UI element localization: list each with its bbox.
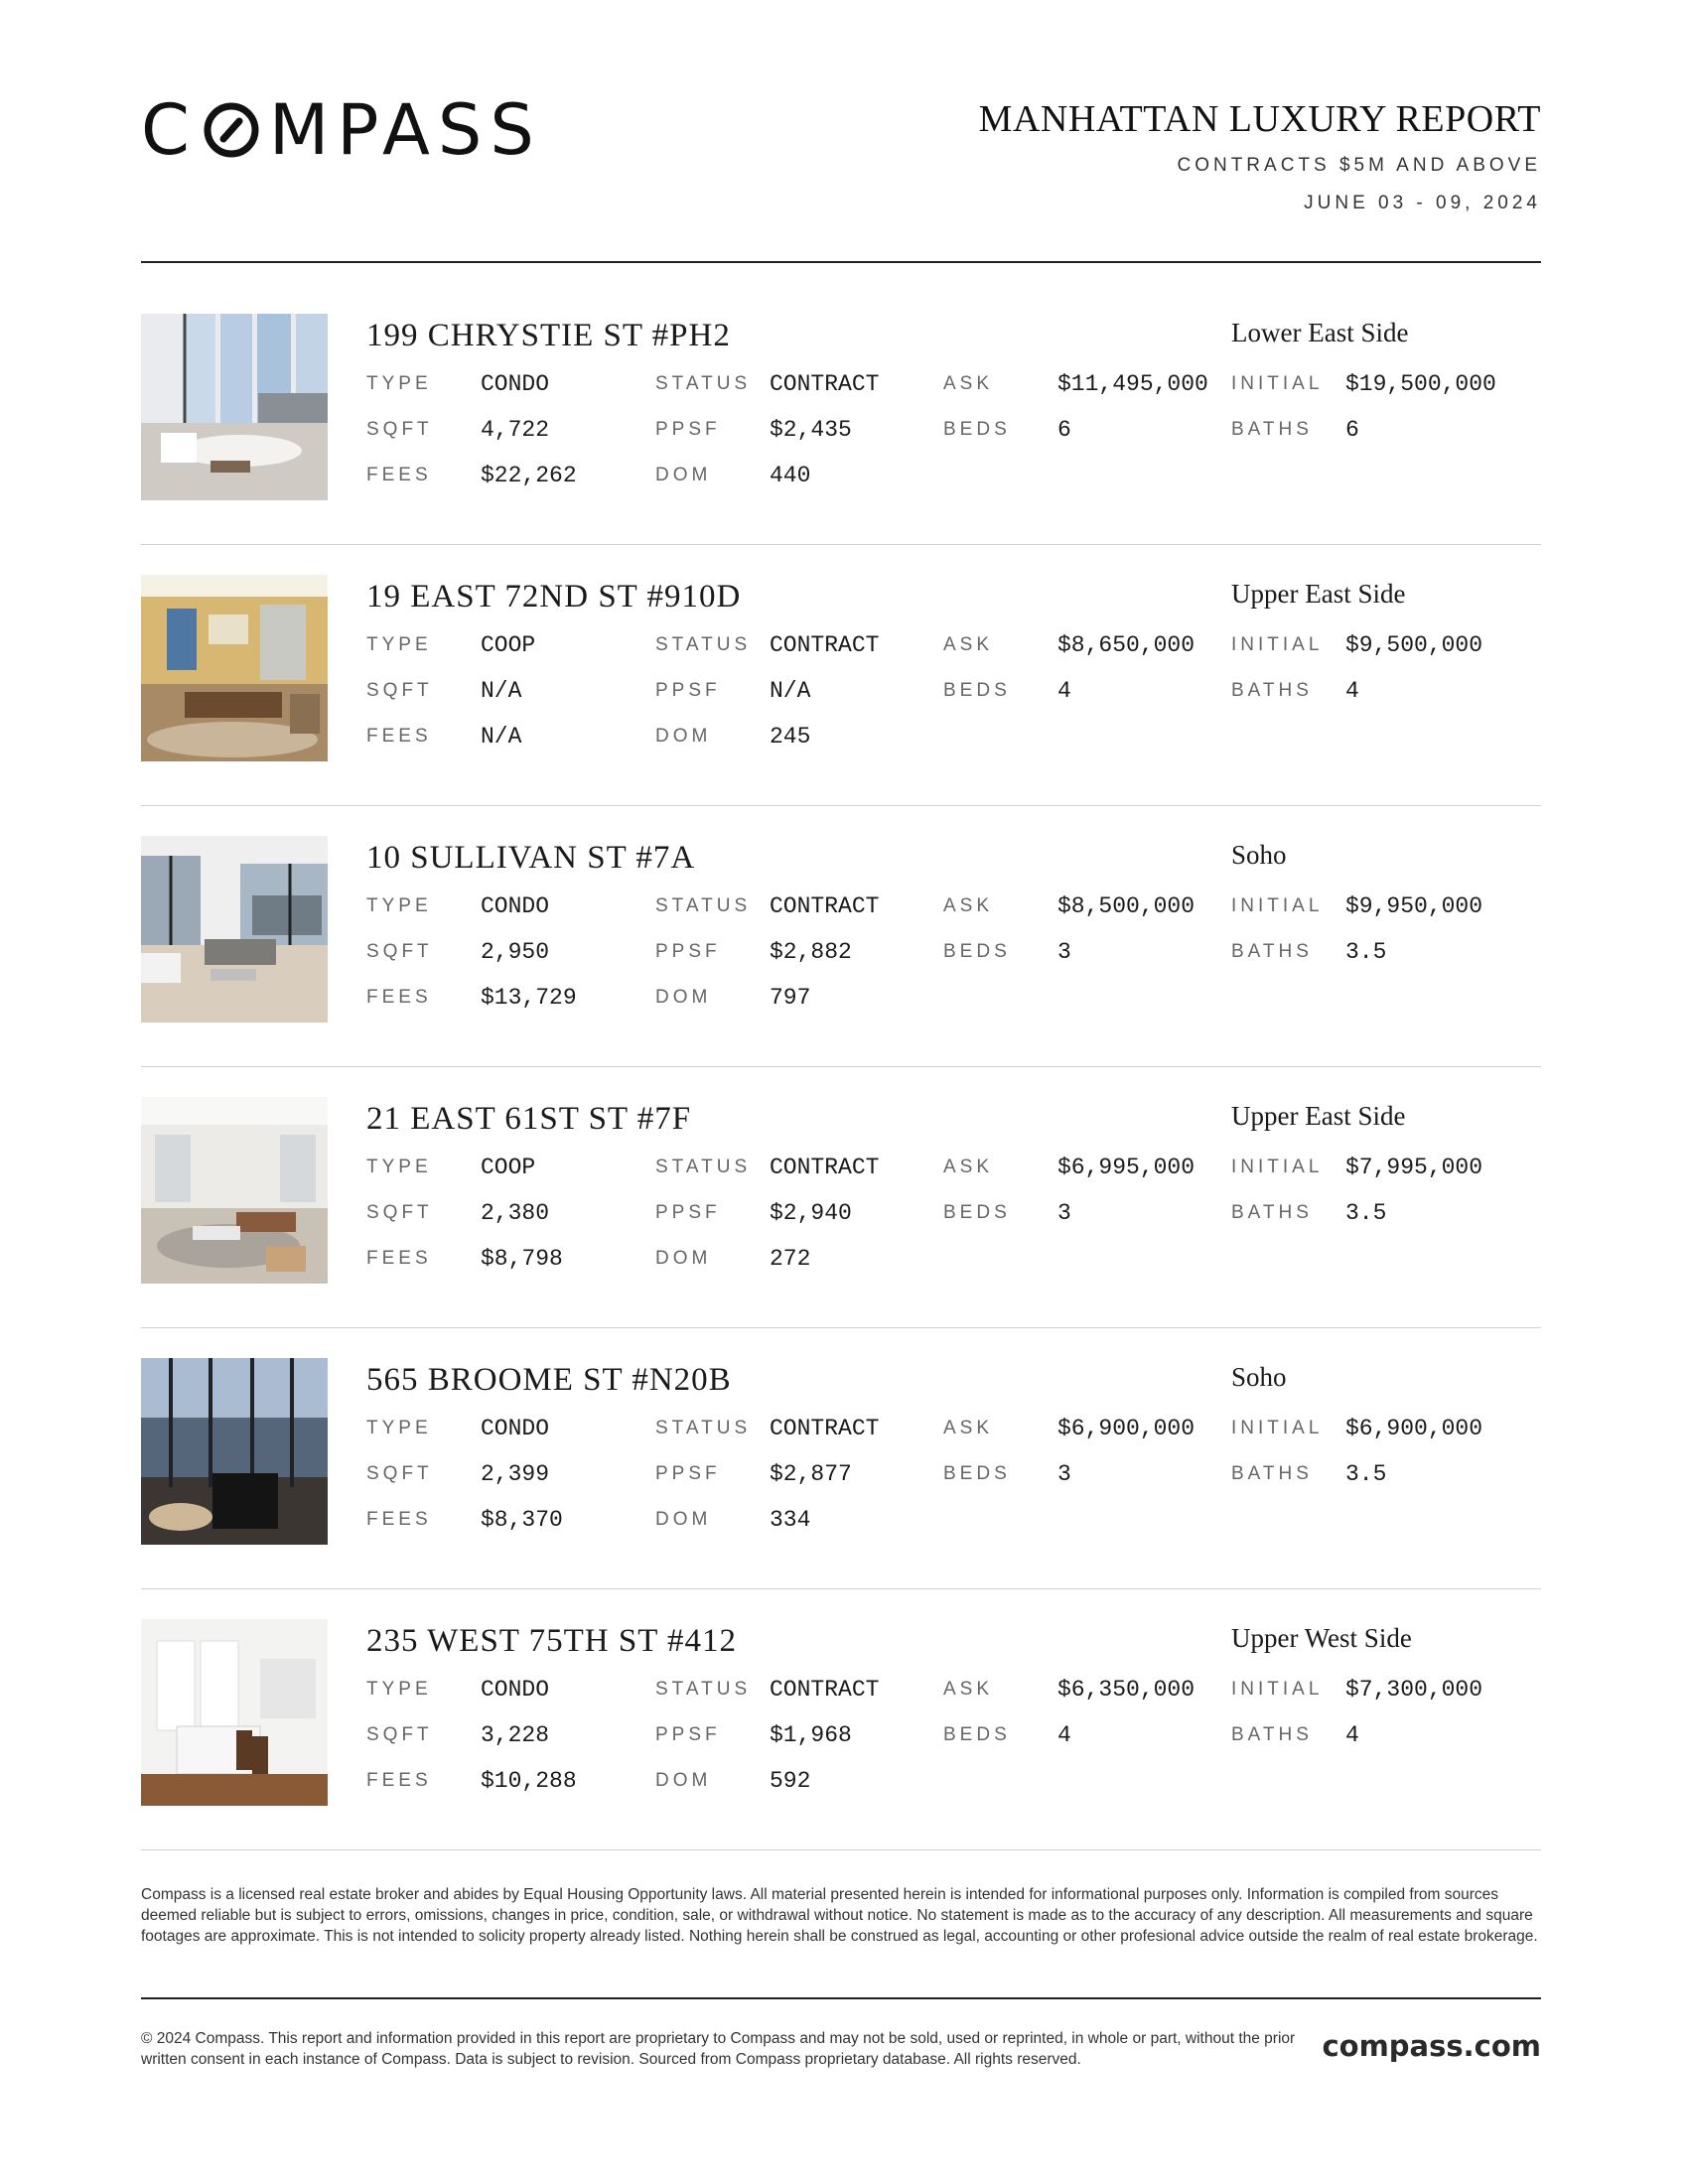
fees-value: $10,288: [481, 1768, 577, 1794]
ask-label: ASK: [943, 1679, 994, 1700]
logo-letter-c: C: [141, 89, 198, 171]
listing-card: [141, 1593, 1541, 1854]
copyright-notice: © 2024 Compass. This report and information provided in this report are proprietary to Compass and may not be sold, used or reprinted, in whole or part, without the prior written consent in each instance of Compass. Data is subject to revision. Sourced from Compass proprietary database. All rights reserved.: [141, 2030, 1296, 2068]
listing-photo[interactable]: [141, 1097, 328, 1284]
ppsf-label: PPSF: [655, 419, 721, 440]
baths-label: BATHS: [1231, 680, 1313, 701]
listing-divider: [141, 1327, 1541, 1328]
status-label: STATUS: [655, 634, 752, 655]
fees-value: N/A: [481, 724, 522, 750]
beds-label: BEDS: [943, 1463, 1011, 1484]
ppsf-label: PPSF: [655, 1202, 721, 1223]
listing-card: [141, 810, 1541, 1071]
sqft-label: SQFT: [366, 1463, 433, 1484]
listing-address[interactable]: 19 EAST 72ND ST #910D: [366, 579, 742, 614]
status-value: CONTRACT: [770, 371, 880, 397]
type-label: TYPE: [366, 373, 432, 394]
status-label: STATUS: [655, 1157, 752, 1177]
dom-value: 245: [770, 724, 811, 750]
initial-label: INITIAL: [1231, 373, 1324, 394]
ask-value: $11,495,000: [1057, 371, 1208, 397]
ask-value: $8,650,000: [1057, 632, 1196, 658]
status-value: CONTRACT: [770, 893, 880, 919]
baths-label: BATHS: [1231, 941, 1313, 962]
beds-label: BEDS: [943, 1202, 1011, 1223]
baths-value: 4: [1345, 678, 1359, 704]
listing-neighborhood: Lower East Side: [1231, 318, 1409, 347]
type-label: TYPE: [366, 1679, 432, 1700]
ppsf-value: $2,877: [770, 1461, 852, 1487]
initial-value: $9,950,000: [1345, 893, 1483, 919]
status-label: STATUS: [655, 895, 752, 916]
sqft-value: N/A: [481, 678, 522, 704]
dom-label: DOM: [655, 1509, 712, 1530]
type-value: COOP: [481, 1155, 536, 1180]
baths-value: 3.5: [1345, 1461, 1387, 1487]
bright-loft-living-room-icon: [141, 314, 328, 500]
sqft-value: 4,722: [481, 417, 550, 443]
dom-value: 334: [770, 1507, 811, 1533]
status-value: CONTRACT: [770, 1155, 880, 1180]
baths-label: BATHS: [1231, 1202, 1313, 1223]
white-kitchen-icon: [141, 1619, 328, 1806]
type-value: COOP: [481, 632, 536, 658]
fees-value: $8,798: [481, 1246, 563, 1272]
ppsf-value: N/A: [770, 678, 811, 704]
listing-card: [141, 1071, 1541, 1332]
sqft-value: 2,950: [481, 939, 550, 965]
beds-value: 3: [1057, 939, 1071, 965]
ask-label: ASK: [943, 895, 994, 916]
listing-divider: [141, 805, 1541, 806]
baths-value: 4: [1345, 1722, 1359, 1748]
dom-value: 797: [770, 985, 811, 1011]
listing-photo[interactable]: [141, 836, 328, 1023]
ppsf-label: PPSF: [655, 1724, 721, 1745]
compass-logo: [141, 89, 542, 171]
listing-divider: [141, 1588, 1541, 1589]
baths-value: 3.5: [1345, 1200, 1387, 1226]
type-value: CONDO: [481, 1416, 550, 1441]
dom-label: DOM: [655, 987, 712, 1008]
status-label: STATUS: [655, 373, 752, 394]
listings-list: [141, 288, 1541, 1854]
ask-label: ASK: [943, 373, 994, 394]
ppsf-label: PPSF: [655, 680, 721, 701]
ask-label: ASK: [943, 1157, 994, 1177]
corner-window-living-room-icon: [141, 836, 328, 1023]
header-divider: [141, 261, 1541, 263]
initial-value: $9,500,000: [1345, 632, 1483, 658]
listing-address[interactable]: 21 EAST 61ST ST #7F: [366, 1101, 692, 1137]
beds-label: BEDS: [943, 1724, 1011, 1745]
type-value: CONDO: [481, 893, 550, 919]
initial-label: INITIAL: [1231, 1679, 1324, 1700]
listing-divider: [141, 1849, 1541, 1850]
beds-value: 4: [1057, 678, 1071, 704]
dom-label: DOM: [655, 1248, 712, 1269]
dom-label: DOM: [655, 465, 712, 485]
beds-label: BEDS: [943, 941, 1011, 962]
report-date-range: JUNE 03 - 09, 2024: [1304, 193, 1541, 213]
fees-label: FEES: [366, 465, 432, 485]
classic-gold-living-room-icon: [141, 575, 328, 761]
legal-disclaimer: Compass is a licensed real estate broker and abides by Equal Housing Opportunity laws. All material presented herein is intended for informational purposes only. Information is compiled from sources deemed reliable but is subject to errors, omissions, changes in price, condition, sale, or withdrawal without notice. No statement is made as to the accuracy of any description. All measurements and square footages are approximate. This is not intended to solicity property already listed. Nothing herein shall be construed as legal, accounting or other profesional advice outside the realm of real estate brokerage.: [141, 1886, 1538, 1945]
listing-neighborhood: Soho: [1231, 1362, 1287, 1392]
ask-label: ASK: [943, 634, 994, 655]
report-header: [979, 97, 1541, 214]
status-value: CONTRACT: [770, 1416, 880, 1441]
ppsf-label: PPSF: [655, 1463, 721, 1484]
compass-o-icon: [202, 100, 261, 160]
listing-address[interactable]: 565 BROOME ST #N20B: [366, 1362, 732, 1398]
ask-value: $6,995,000: [1057, 1155, 1196, 1180]
beds-label: BEDS: [943, 419, 1011, 440]
listing-card: [141, 1332, 1541, 1593]
report-title: MANHATTAN LUXURY REPORT: [978, 98, 1541, 140]
report-subtitle: CONTRACTS $5M AND ABOVE: [1177, 155, 1541, 176]
ppsf-value: $2,435: [770, 417, 852, 443]
status-value: CONTRACT: [770, 632, 880, 658]
initial-label: INITIAL: [1231, 1418, 1324, 1438]
fees-label: FEES: [366, 1509, 432, 1530]
baths-label: BATHS: [1231, 419, 1313, 440]
listing-neighborhood: Soho: [1231, 840, 1287, 870]
dom-label: DOM: [655, 726, 712, 747]
ppsf-value: $1,968: [770, 1722, 852, 1748]
baths-value: 6: [1345, 417, 1359, 443]
sqft-label: SQFT: [366, 1724, 433, 1745]
initial-value: $7,995,000: [1345, 1155, 1483, 1180]
dom-value: 440: [770, 463, 811, 488]
dom-label: DOM: [655, 1770, 712, 1791]
initial-label: INITIAL: [1231, 634, 1324, 655]
sqft-value: 2,380: [481, 1200, 550, 1226]
type-value: CONDO: [481, 1677, 550, 1703]
floor-to-ceiling-window-view-icon: [141, 1358, 328, 1545]
status-label: STATUS: [655, 1679, 752, 1700]
beds-value: 3: [1057, 1200, 1071, 1226]
beds-label: BEDS: [943, 680, 1011, 701]
fees-label: FEES: [366, 1248, 432, 1269]
listing-divider: [141, 1066, 1541, 1067]
sqft-label: SQFT: [366, 680, 433, 701]
listing-neighborhood: Upper East Side: [1231, 1101, 1406, 1131]
fees-value: $8,370: [481, 1507, 563, 1533]
fees-value: $22,262: [481, 463, 577, 488]
listing-card: [141, 549, 1541, 810]
initial-value: $19,500,000: [1345, 371, 1496, 397]
initial-label: INITIAL: [1231, 895, 1324, 916]
sqft-label: SQFT: [366, 419, 433, 440]
baths-label: BATHS: [1231, 1463, 1313, 1484]
dom-value: 592: [770, 1768, 811, 1794]
sqft-value: 3,228: [481, 1722, 550, 1748]
status-value: CONTRACT: [770, 1677, 880, 1703]
ask-value: $8,500,000: [1057, 893, 1196, 919]
type-label: TYPE: [366, 1418, 432, 1438]
listing-address[interactable]: 235 WEST 75TH ST #412: [366, 1623, 738, 1659]
listing-neighborhood: Upper West Side: [1231, 1623, 1412, 1653]
listing-photo[interactable]: [141, 1619, 328, 1806]
website-link[interactable]: compass.com: [1322, 2029, 1541, 2063]
fees-label: FEES: [366, 987, 432, 1008]
listing-address[interactable]: 10 SULLIVAN ST #7A: [366, 840, 696, 876]
fees-label: FEES: [366, 726, 432, 747]
fees-label: FEES: [366, 1770, 432, 1791]
sqft-label: SQFT: [366, 941, 433, 962]
initial-label: INITIAL: [1231, 1157, 1324, 1177]
listing-divider: [141, 544, 1541, 545]
ask-label: ASK: [943, 1418, 994, 1438]
listing-address[interactable]: 199 CHRYSTIE ST #PH2: [366, 318, 731, 353]
beds-value: 3: [1057, 1461, 1071, 1487]
logo-letters-mpass: MPASS: [268, 89, 542, 171]
status-label: STATUS: [655, 1418, 752, 1438]
white-living-room-icon: [141, 1097, 328, 1284]
listing-neighborhood: Upper East Side: [1231, 579, 1406, 609]
footer-divider: [141, 1997, 1541, 1999]
listing-card: [141, 288, 1541, 549]
sqft-value: 2,399: [481, 1461, 550, 1487]
baths-value: 3.5: [1345, 939, 1387, 965]
listing-photo[interactable]: [141, 314, 328, 500]
type-label: TYPE: [366, 895, 432, 916]
beds-value: 4: [1057, 1722, 1071, 1748]
fees-value: $13,729: [481, 985, 577, 1011]
ask-value: $6,350,000: [1057, 1677, 1196, 1703]
beds-value: 6: [1057, 417, 1071, 443]
initial-value: $6,900,000: [1345, 1416, 1483, 1441]
type-value: CONDO: [481, 371, 550, 397]
ppsf-value: $2,882: [770, 939, 852, 965]
listing-photo[interactable]: [141, 1358, 328, 1545]
ask-value: $6,900,000: [1057, 1416, 1196, 1441]
sqft-label: SQFT: [366, 1202, 433, 1223]
ppsf-value: $2,940: [770, 1200, 852, 1226]
baths-label: BATHS: [1231, 1724, 1313, 1745]
type-label: TYPE: [366, 634, 432, 655]
listing-photo[interactable]: [141, 575, 328, 761]
ppsf-label: PPSF: [655, 941, 721, 962]
initial-value: $7,300,000: [1345, 1677, 1483, 1703]
dom-value: 272: [770, 1246, 811, 1272]
type-label: TYPE: [366, 1157, 432, 1177]
